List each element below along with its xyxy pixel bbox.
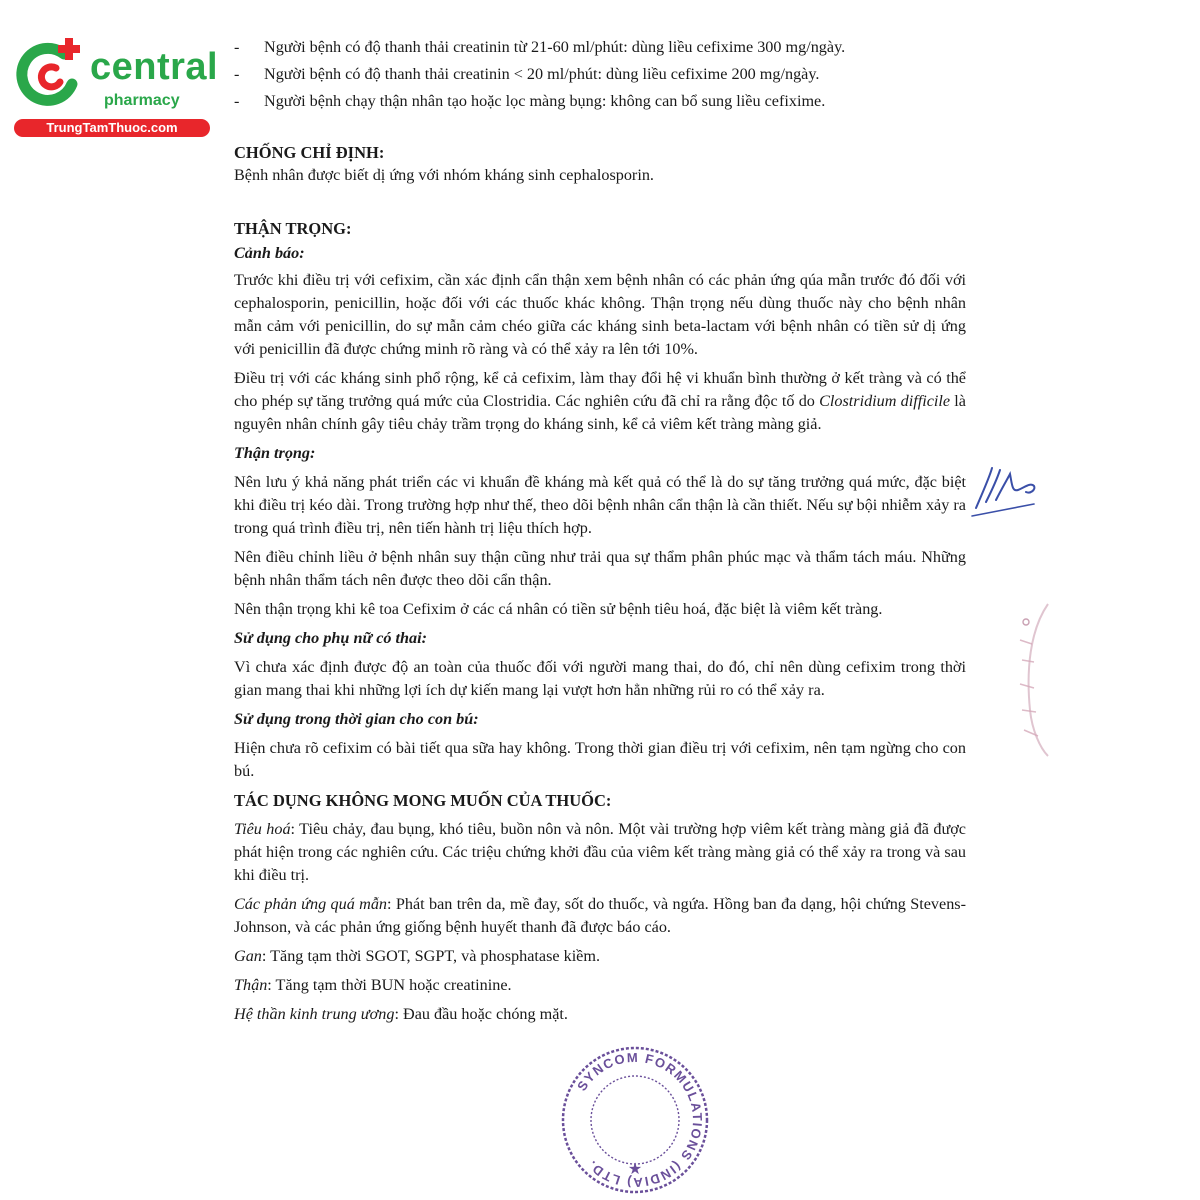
text-span: là nguyên nhân chính gây tiêu chảy trầm trọng do kháng sinh, kể cả viêm kết tràng màng giả. [234, 392, 966, 433]
side-effect-label: Tiêu hoá [234, 820, 291, 838]
warning-paragraph-2 [234, 367, 966, 436]
stamp-text: SYNCOM FORMULATIONS (INDIA) LTD. [574, 1049, 706, 1191]
caution-subheading: Thận trọng: [234, 444, 316, 462]
side-effect-label: Gan [234, 947, 262, 965]
signature-icon [968, 458, 1048, 522]
side-effect-item [234, 818, 966, 887]
warning-subheading: Cảnh báo: [234, 244, 305, 262]
warning-paragraph: Trước khi điều trị với cefixim, cần xác định cẩn thận xem bệnh nhân có các phản ứng qúa mẫn trước đó đối với cephalosporin, penicillin, hoặc đối với các thuốc khác không. Thận trọng nếu dùng thuốc này cho bệnh nhân mẫn cảm với penicillin, do sự mẫn cảm chéo giữa các kháng sinh beta-lactam với bệnh nhân có tiền sử dị ứng với penicillin đã được chứng minh rõ ràng và có thể xảy ra lên tới 10%. [234, 271, 966, 358]
lactation-paragraph: Hiện chưa rõ cefixim có bài tiết qua sữa hay không. Trong thời gian điều trị với cefixim, nên tạm ngừng cho con bú. [234, 739, 966, 780]
side-effect-text: : Phát ban trên da, mề đay, sốt do thuốc, và ngứa. Hồng ban đa dạng, hội chứng Stevens-Johnson, và các phản ứng giống bệnh huyết thanh đã được báo cáo. [234, 895, 966, 936]
document-body [234, 36, 966, 1026]
logo-mark-icon [12, 36, 90, 114]
svg-text:★: ★ [627, 1159, 643, 1178]
side-effect-label: Các phản ứng quá mẫn [234, 895, 388, 913]
company-stamp-icon [555, 1040, 715, 1200]
text-span: Điều trị với các kháng sinh phổ rộng, kể cả cefixim, làm thay đổi hệ vi khuẩn bình thường ở kết tràng và có thể cho phép sự tăng trưởng quá mức của Clostridia. Các nghiên cứu đã chỉ ra rằng độc tố do [234, 369, 966, 410]
caution-paragraph-3: Nên thận trọng khi kê toa Cefixim ở các cá nhân có tiền sử bệnh tiêu hoá, đặc biệt là viêm kết tràng. [234, 600, 883, 618]
pregnancy-paragraph: Vì chưa xác định được độ an toàn của thuốc đối với người mang thai, do đó, chỉ nên dùng cefixim trong thời gian mang thai khi những lợi ích dự kiến mang lại vượt hơn hẳn những rủi ro có thể xảy ra. [234, 658, 966, 699]
list-item: - Người bệnh chạy thận nhân tạo hoặc lọc màng bụng: không can bổ sung liều cefixime. [234, 90, 966, 113]
pregnancy-subheading: Sử dụng cho phụ nữ có thai: [234, 629, 428, 647]
side-effect-item [234, 1003, 966, 1026]
logo-sub-text: pharmacy [104, 92, 180, 109]
contraindications-heading: CHỐNG CHỈ ĐỊNH: [234, 143, 385, 162]
side-effect-label: Hệ thần kinh trung ương [234, 1005, 395, 1023]
brand-logo [12, 36, 217, 136]
caution-paragraph-2: Nên điều chỉnh liều ở bệnh nhân suy thận cũng như trải qua sự thẩm phân phúc mạc và thẩm tách máu. Những bệnh nhân thẩm tách nên được theo dõi cẩn thận. [234, 548, 966, 589]
side-effect-label: Thận [234, 976, 268, 994]
dosage-list [234, 36, 966, 113]
side-effect-item [234, 974, 966, 997]
side-effect-text: : Tăng tạm thời BUN hoặc creatinine. [267, 976, 512, 994]
precautions-heading: THẬN TRỌNG: [234, 219, 352, 238]
list-item: - Người bệnh có độ thanh thải creatinin < 20 ml/phút: dùng liều cefixime 200 mg/ngày. [234, 63, 966, 86]
caution-paragraph: Nên lưu ý khả năng phát triển các vi khuẩn đề kháng mà kết quả có thể là do sự tăng trưởng quá mức, đặc biệt khi điều trị kéo dài. Trong trường hợp như thế, theo dõi bệnh nhân cẩn thận là cần thiết. Nếu sự bội nhiễm xảy ra trong quá trình điều trị, nên tiến hành trị liệu thích hợp. [234, 473, 966, 537]
side-effect-item [234, 893, 966, 939]
list-item: - Người bệnh có độ thanh thải creatinin từ 21-60 ml/phút: dùng liều cefixime 300 mg/ngày. [234, 36, 966, 59]
side-stamp-icon [1012, 600, 1054, 760]
contraindications-text: Bệnh nhân được biết dị ứng với nhóm kháng sinh cephalosporin. [234, 166, 654, 184]
logo-brand-text: central [90, 46, 219, 88]
side-effect-text: : Đau đầu hoặc chóng mặt. [394, 1005, 568, 1023]
logo-url-badge: TrungTamThuoc.com [14, 119, 210, 137]
lactation-subheading: Sử dụng trong thời gian cho con bú: [234, 710, 479, 728]
italic-term: Clostridium difficile [819, 392, 951, 410]
side-effect-text: : Tiêu chảy, đau bụng, khó tiêu, buồn nôn và nôn. Một vài trường hợp viêm kết tràng màng giả đã được phát hiện trong các nghiên cứu. Các triệu chứng khởi đầu của viêm kết tràng màng giả có thể xảy ra trong và sau khi điều trị. [234, 820, 966, 884]
side-effect-item [234, 945, 966, 968]
side-effects-heading: TÁC DỤNG KHÔNG MONG MUỐN CỦA THUỐC: [234, 791, 612, 810]
side-effect-text: : Tăng tạm thời SGOT, SGPT, và phosphatase kiềm. [261, 947, 601, 965]
